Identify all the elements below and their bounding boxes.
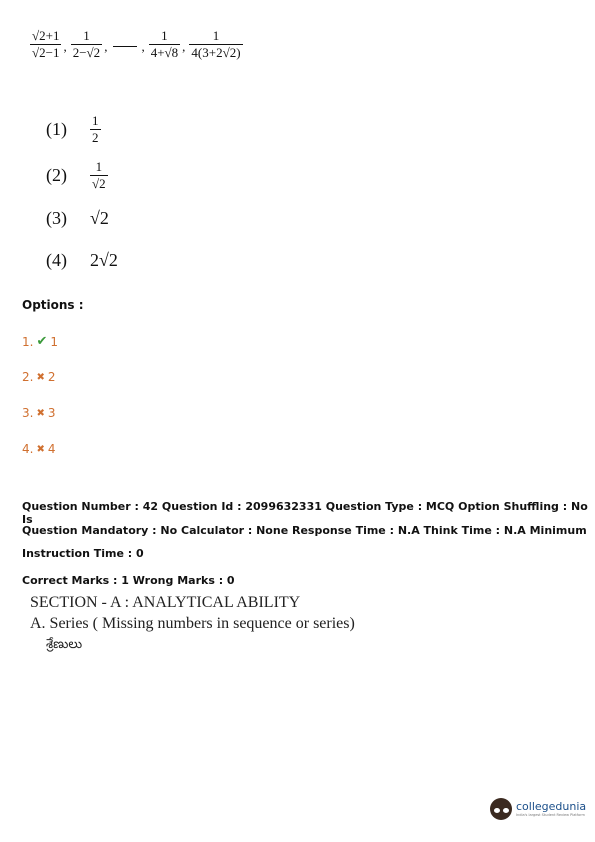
- series-missing-blank: [113, 46, 137, 47]
- section-subtitle: A. Series ( Missing numbers in sequence or series): [30, 615, 355, 632]
- section-title: SECTION - A : ANALYTICAL ABILITY: [30, 594, 301, 611]
- series-term-5: $\frac{1}{4(3+2√2)}$: [191, 27, 241, 60]
- cross-icon: ✖: [36, 371, 45, 383]
- choice-1-value: $\frac{1}{2}$: [92, 113, 99, 145]
- choice-1: (1) $\frac{1}{2}$: [46, 113, 99, 145]
- collegedunia-logo-icon: [490, 798, 512, 820]
- series-term-2: $\frac{1}{2-√2}$: [72, 27, 101, 60]
- cross-icon: ✖: [36, 443, 45, 455]
- question-series: $\frac{√2+1}{√2-1}$ , $\frac{1}{2-√2}$ , , $\frac{1}{4+√8}$ , $\frac{1}{4(3+2√2)}$: [32, 27, 241, 60]
- option-2[interactable]: 2. ✖ 2: [22, 370, 56, 384]
- brand-tagline: India's largest Student Review Platform: [516, 812, 585, 817]
- option-4[interactable]: 4. ✖ 4: [22, 442, 56, 456]
- option-3[interactable]: 3. ✖ 3: [22, 406, 56, 420]
- series-term-1: $\frac{√2+1}{√2-1}$: [32, 27, 60, 60]
- choice-4: (4) 2√2: [46, 250, 118, 270]
- series-term-4: $\frac{1}{4+√8}$: [150, 27, 179, 60]
- brand-name: collegedunia: [516, 799, 587, 813]
- cross-icon: ✖: [36, 407, 45, 419]
- option-1[interactable]: 1. ✔ 1: [22, 334, 58, 349]
- choice-2-value: $\frac{1}{√2}$: [92, 159, 106, 191]
- collegedunia-brand: [490, 798, 586, 820]
- question-meta-line-3: Instruction Time : 0: [22, 547, 144, 560]
- question-meta-line-1: Question Number : 42 Question Id : 2099632331 Question Type : MCQ Option Shuffling : No Is: [22, 500, 588, 526]
- check-icon: ✔: [36, 334, 48, 349]
- choice-3: (3) √2: [46, 208, 109, 228]
- choice-2: (2) $\frac{1}{√2}$: [46, 159, 106, 191]
- section-telugu-label: శ్రేణులు: [46, 637, 83, 652]
- choice-3-value: √2: [90, 208, 109, 228]
- question-meta-line-2: Question Mandatory : No Calculator : None Response Time : N.A Think Time : N.A Minimum: [22, 524, 587, 537]
- marks-line: Correct Marks : 1 Wrong Marks : 0: [22, 574, 235, 587]
- options-heading: Options :: [22, 298, 84, 312]
- choice-4-value: 2√2: [90, 250, 118, 270]
